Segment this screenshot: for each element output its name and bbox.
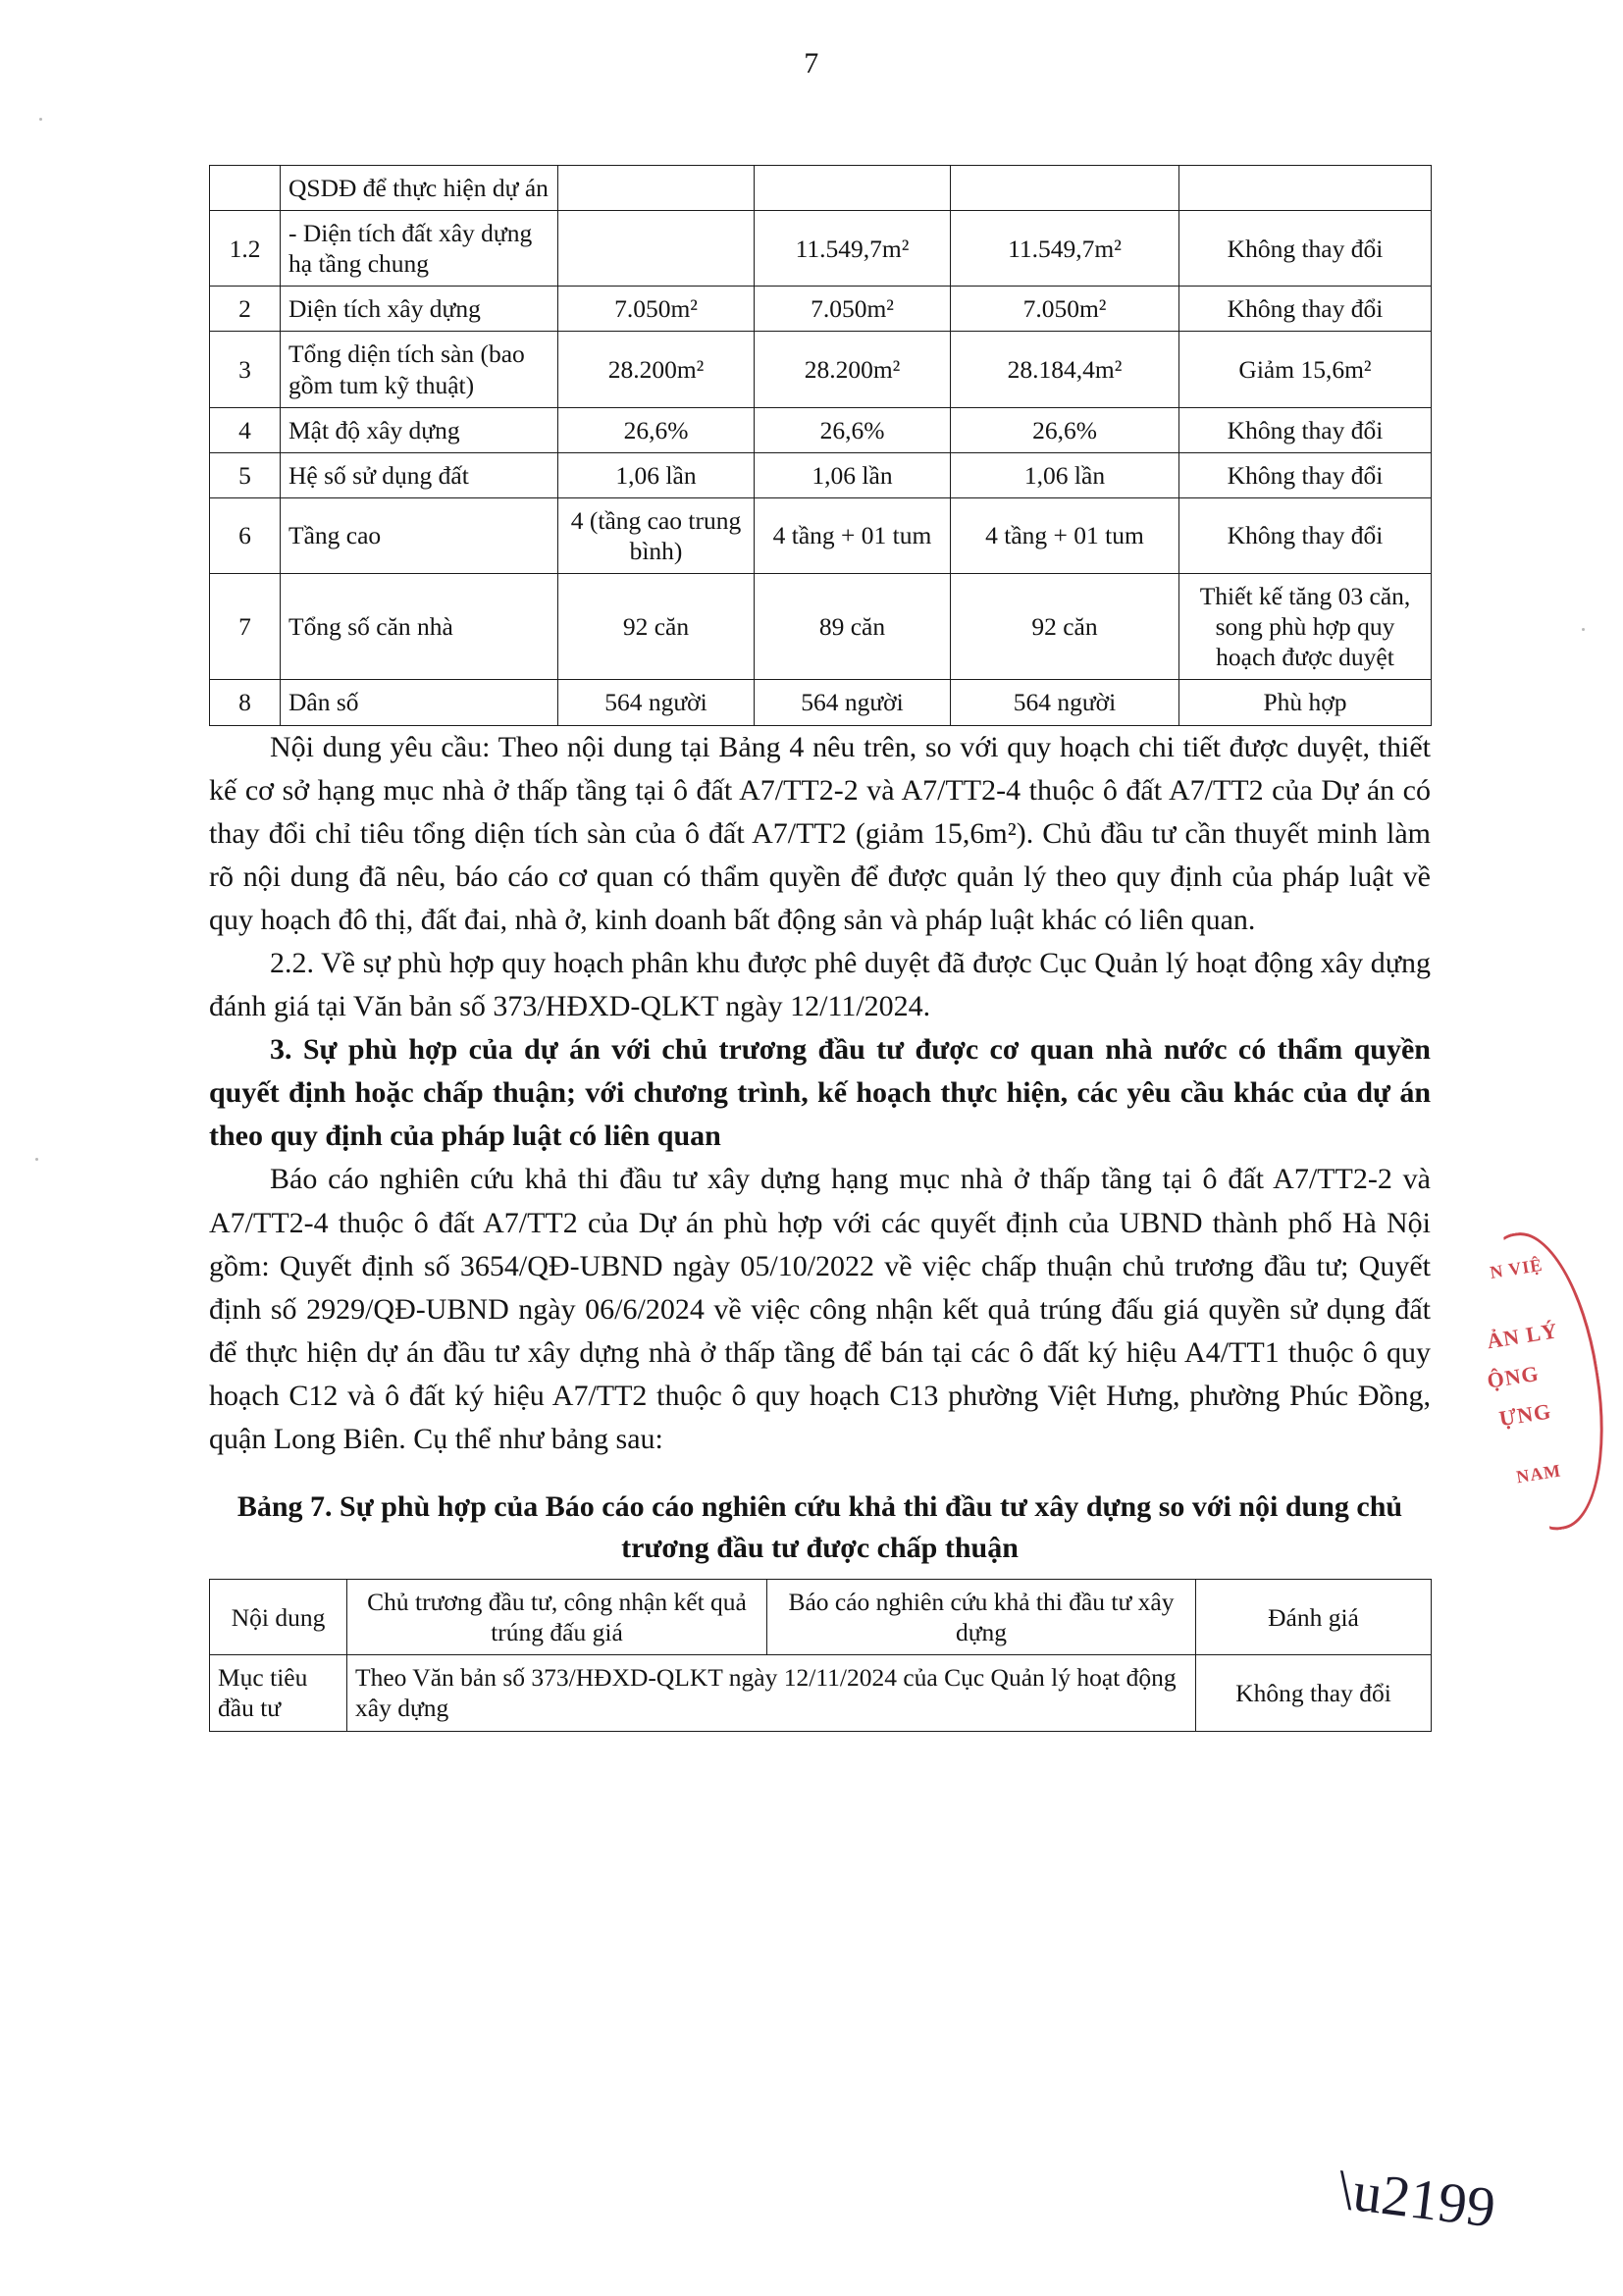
cell-a: 1,06 lần bbox=[558, 452, 755, 497]
cell-b: 28.200m² bbox=[755, 332, 951, 407]
header-bao-cao: Báo cáo nghiên cứu khả thi đầu tư xây dựng bbox=[767, 1580, 1196, 1655]
cell-c: 564 người bbox=[951, 680, 1179, 725]
paragraph-requirements: Nội dung yêu cầu: Theo nội dung tại Bảng 4 nêu trên, so với quy hoạch chi tiết được duyệt, thiết kế cơ sở hạng mục nhà ở thấp tầng tại ô đất A7/TT2-2 và A7/TT2-4 thuộc ô đất A7/TT2 của Dự án có thay đổi chỉ tiêu tổng diện tích sàn của ô đất A7/TT2 (giảm 15,6m²). Chủ đầu tư cần thuyết minh làm rõ nội dung đã nêu, báo cáo cơ quan có thẩm quyền để được quản lý theo quy định của pháp luật về quy hoạch đô thị, đất đai, nhà ở, kinh doanh bất động sản và pháp luật khác có liên quan. bbox=[209, 730, 1431, 936]
header-noi-dung: Nội dung bbox=[210, 1580, 347, 1655]
cell-no: 7 bbox=[210, 574, 281, 680]
cell-d bbox=[1179, 166, 1432, 211]
cell-name: Dân số bbox=[281, 680, 558, 725]
cell-name: Tầng cao bbox=[281, 497, 558, 573]
cell-a: 4 (tầng cao trung bình) bbox=[558, 497, 755, 573]
cell-d: Không thay đổi bbox=[1179, 452, 1432, 497]
cell-no bbox=[210, 166, 281, 211]
scan-artifact-dot bbox=[35, 1158, 38, 1161]
cell-d: Không thay đổi bbox=[1179, 497, 1432, 573]
cell-name: Mật độ xây dựng bbox=[281, 407, 558, 452]
indicators-table bbox=[209, 165, 1432, 726]
cell-c: 4 tầng + 01 tum bbox=[951, 497, 1179, 573]
cell-d: Không thay đổi bbox=[1179, 287, 1432, 332]
cell-name: Tổng diện tích sàn (bao gồm tum kỹ thuật) bbox=[281, 332, 558, 407]
cell-c: 7.050m² bbox=[951, 287, 1179, 332]
cell-a: 28.200m² bbox=[558, 332, 755, 407]
table-row bbox=[210, 452, 1432, 497]
paragraph-section-3-heading: 3. Sự phù hợp của dự án với chủ trương đầu tư được cơ quan nhà nước có thẩm quyền quyết định hoặc chấp thuận; với chương trình, kế hoạch thực hiện, các yêu cầu khác của dự án theo quy định của pháp luật có liên quan bbox=[209, 1033, 1431, 1153]
header-danh-gia: Đánh giá bbox=[1196, 1580, 1432, 1655]
cell-d: Không thay đổi bbox=[1179, 211, 1432, 287]
cell-d: Giảm 15,6m² bbox=[1179, 332, 1432, 407]
table-row bbox=[210, 1655, 1432, 1731]
cell-no: 2 bbox=[210, 287, 281, 332]
cell-no: 5 bbox=[210, 452, 281, 497]
cell-b: 4 tầng + 01 tum bbox=[755, 497, 951, 573]
cell-b bbox=[755, 166, 951, 211]
cell-name: Diện tích xây dựng bbox=[281, 287, 558, 332]
table-row bbox=[210, 680, 1432, 725]
cell-c: 28.184,4m² bbox=[951, 332, 1179, 407]
cell-d: Thiết kế tăng 03 căn, song phù hợp quy hoạch được duyệt bbox=[1179, 574, 1432, 680]
cell-d: Phù hợp bbox=[1179, 680, 1432, 725]
table-header-row bbox=[210, 1580, 1432, 1655]
cell-approval: Theo Văn bản số 373/HĐXD-QLKT ngày 12/11/2024 của Cục Quản lý hoạt động xây dựng bbox=[347, 1655, 1196, 1731]
cell-no: 1.2 bbox=[210, 211, 281, 287]
cell-c: 26,6% bbox=[951, 407, 1179, 452]
header-chu-truong: Chủ trương đầu tư, công nhận kết quả trúng đấu giá bbox=[347, 1580, 767, 1655]
scan-artifact-dot bbox=[1582, 628, 1585, 631]
cell-name: Hệ số sử dụng đất bbox=[281, 452, 558, 497]
cell-no: 3 bbox=[210, 332, 281, 407]
cell-b: 564 người bbox=[755, 680, 951, 725]
cell-a: 564 người bbox=[558, 680, 755, 725]
table-row bbox=[210, 574, 1432, 680]
cell-d: Không thay đổi bbox=[1179, 407, 1432, 452]
cell-evaluation: Không thay đổi bbox=[1196, 1655, 1432, 1731]
cell-c: 1,06 lần bbox=[951, 452, 1179, 497]
stamp-line-5: NAM bbox=[1514, 1460, 1563, 1487]
table-row bbox=[210, 287, 1432, 332]
cell-content: Mục tiêu đầu tư bbox=[210, 1655, 347, 1731]
cell-b: 1,06 lần bbox=[755, 452, 951, 497]
cell-a: 92 căn bbox=[558, 574, 755, 680]
cell-c: 92 căn bbox=[951, 574, 1179, 680]
cell-a bbox=[558, 166, 755, 211]
cell-name: - Diện tích đất xây dựng hạ tầng chung bbox=[281, 211, 558, 287]
cell-b: 7.050m² bbox=[755, 287, 951, 332]
cell-c bbox=[951, 166, 1179, 211]
cell-c: 11.549,7m² bbox=[951, 211, 1179, 287]
cell-a bbox=[558, 211, 755, 287]
page-content bbox=[209, 165, 1431, 1732]
cell-b: 89 căn bbox=[755, 574, 951, 680]
table-row bbox=[210, 497, 1432, 573]
table-row bbox=[210, 211, 1432, 287]
table-caption-bang-7: Bảng 7. Sự phù hợp của Báo cáo cáo nghiên cứu khả thi đầu tư xây dựng so với nội dung chủ trương đầu tư được chấp thuận bbox=[236, 1490, 1403, 1565]
stamp-line-2: ẢN LÝ bbox=[1485, 1318, 1560, 1354]
cell-b: 11.549,7m² bbox=[755, 211, 951, 287]
table-row bbox=[210, 332, 1432, 407]
stamp-line-1: N VIỆ bbox=[1488, 1254, 1544, 1282]
cell-name: Tổng số căn nhà bbox=[281, 574, 558, 680]
conformity-table bbox=[209, 1579, 1432, 1731]
official-red-stamp bbox=[1455, 1224, 1617, 1533]
cell-no: 6 bbox=[210, 497, 281, 573]
stamp-line-4: ỰNG bbox=[1496, 1398, 1553, 1432]
scan-artifact-dot bbox=[39, 118, 42, 121]
stamp-arc bbox=[1455, 1224, 1621, 1539]
cell-b: 26,6% bbox=[755, 407, 951, 452]
table-row bbox=[210, 166, 1432, 211]
cell-a: 7.050m² bbox=[558, 287, 755, 332]
stamp-line-3: ỘNG bbox=[1485, 1360, 1542, 1393]
table-row bbox=[210, 407, 1432, 452]
page-number: 7 bbox=[804, 47, 819, 79]
cell-a: 26,6% bbox=[558, 407, 755, 452]
cell-no: 4 bbox=[210, 407, 281, 452]
paragraph-feasibility-report: Báo cáo nghiên cứu khả thi đầu tư xây dựng hạng mục nhà ở thấp tầng tại ô đất A7/TT2-2 và A7/TT2-4 thuộc ô đất A7/TT2 của Dự án phù hợp với các quyết định của UBND thành phố Hà Nội gồm: Quyết định số 3654/QĐ-UBND ngày 05/10/2022 về việc chấp thuận chủ trương đầu tư; Quyết định số 2929/QĐ-UBND ngày 06/6/2024 về việc công nhận kết quả trúng đấu giá quyền sử dụng đất để thực hiện dự án đầu tư xây dựng nhà ở thấp tầng để bán tại các ô đất ký hiệu A4/TT1 thuộc ô quy hoạch C12 và ô đất ký hiệu A7/TT2 thuộc ô quy hoạch C13 phường Việt Hưng, phường Phúc Đồng, quận Long Biên. Cụ thể như bảng sau: bbox=[209, 1163, 1431, 1456]
cell-name: QSDĐ để thực hiện dự án bbox=[281, 166, 558, 211]
paragraph-zoning-conformity: 2.2. Về sự phù hợp quy hoạch phân khu được phê duyệt đã được Cục Quản lý hoạt động xây dựng đánh giá tại Văn bản số 373/HĐXD-QLKT ngày 12/11/2024. bbox=[209, 947, 1431, 1023]
cell-no: 8 bbox=[210, 680, 281, 725]
handwritten-signature-mark: \u2199 bbox=[1334, 2157, 1499, 2240]
